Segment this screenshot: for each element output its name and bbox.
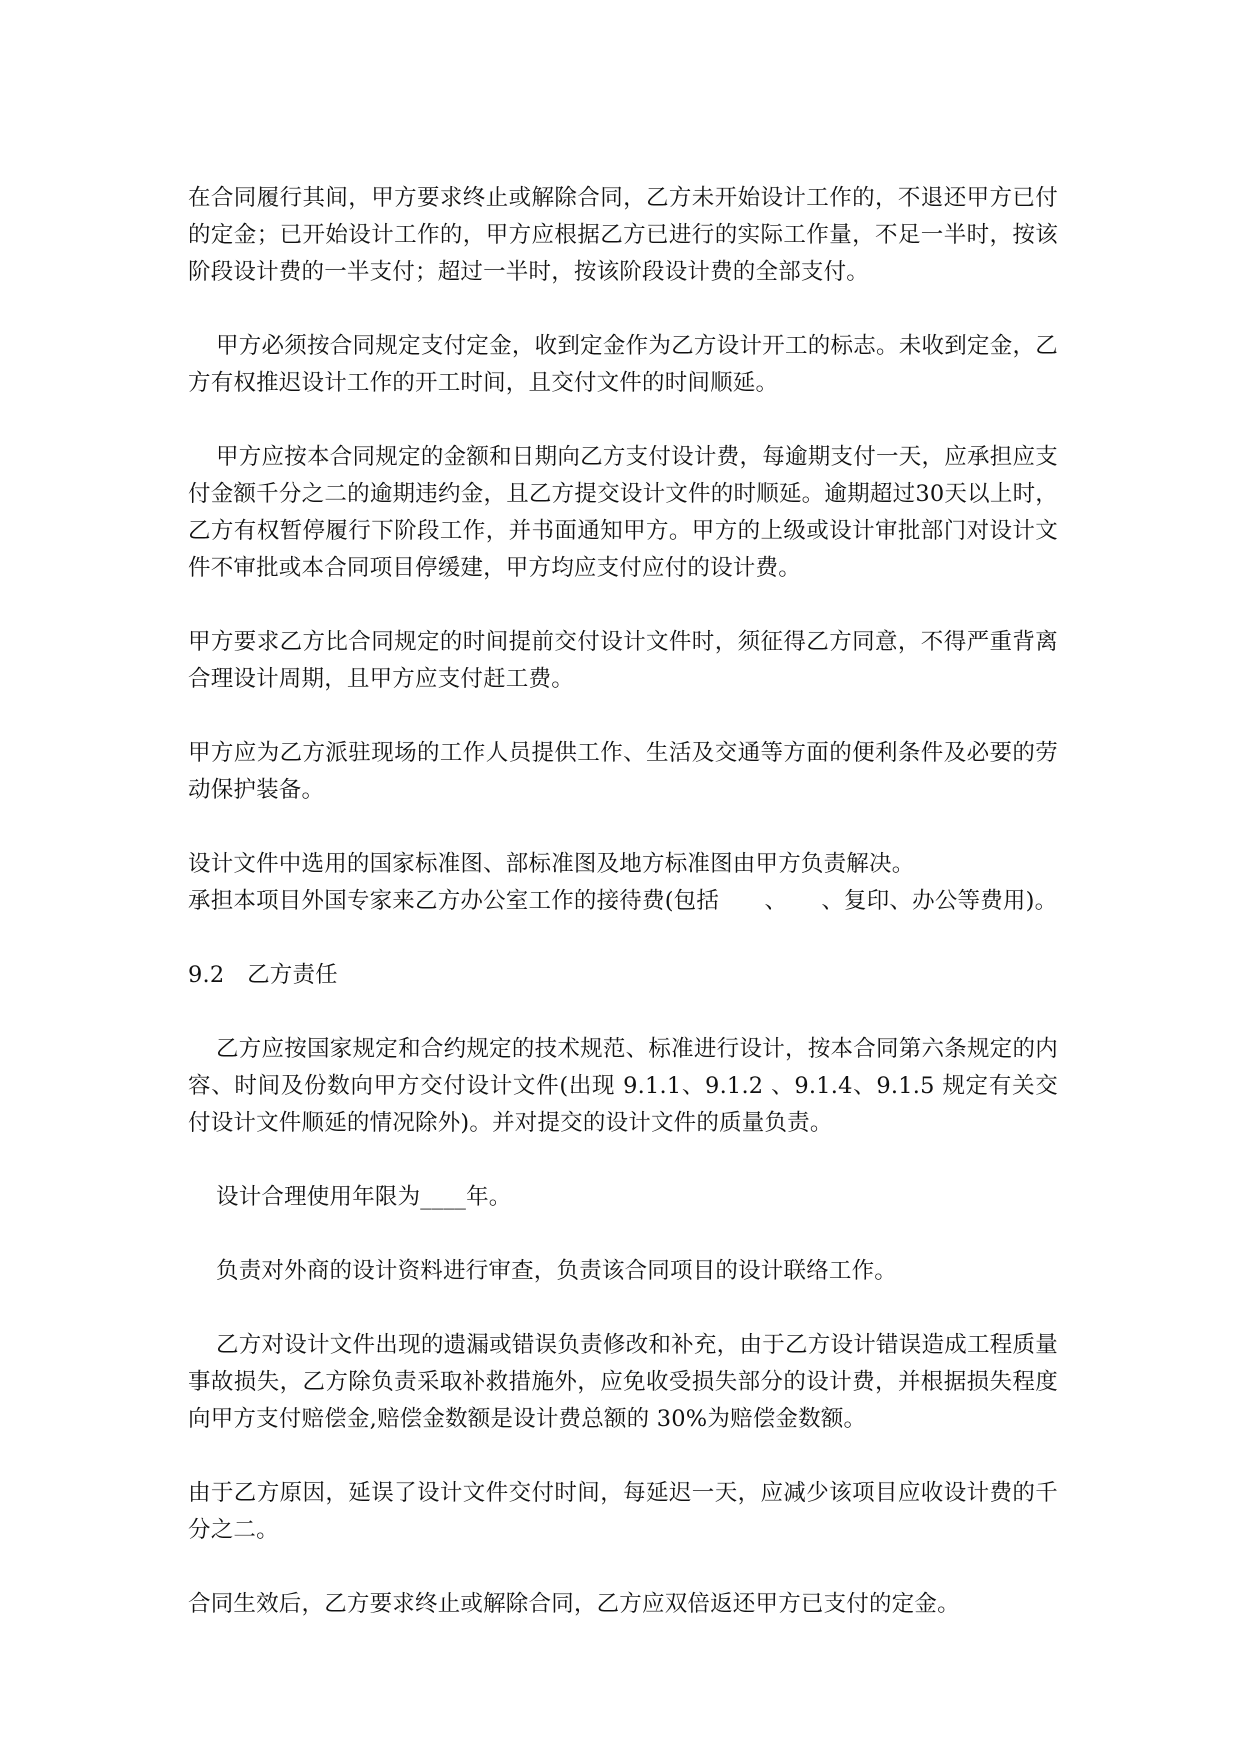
paragraph-error-compensation: 乙方对设计文件出现的遗漏或错误负责修改和补充，由于乙方设计错误造成工程质量事故损失，乙方除负责采取补救措施外，应免收受损失部分的设计费，并根据损失程度向甲方支付赔偿金,赔偿金数额是设计费总额的 30%为赔偿金数额。: [188, 1332, 1058, 1432]
paragraph-expert-reception-fees: 承担本项目外国专家来乙方办公室工作的接待费(包括 、 、复印、办公等费用)。: [188, 888, 1058, 914]
paragraph-deposit-refund: 合同生效后，乙方要求终止或解除合同，乙方应双倍返还甲方已支付的定金。: [188, 1591, 960, 1617]
paragraph-late-payment-penalty: 甲方应按本合同规定的金额和日期向乙方支付设计费，每逾期支付一天，应承担应支付金额千分之二的逾期违约金，且乙方提交设计文件的时顺延。逾期超过30天以上时，乙方有权暂停履行下阶段工作，并书面通知甲方。甲方的上级或设计审批部门对设计文件不审批或本合同项目停缓建，甲方均应支付应付的设计费。: [188, 444, 1058, 581]
paragraph-foreign-review: 负责对外商的设计资料进行审查，负责该合同项目的设计联络工作。: [216, 1258, 898, 1284]
paragraph-design-standards: 乙方应按国家规定和合约规定的技术规范、标准进行设计，按本合同第六条规定的内容、时间及份数向甲方交付设计文件(出现 9.1.1、9.1.2 、9.1.4、9.1.5 规定有关交付设计文件顺延的情况除外)。并对提交的设计文件的质量负责。: [188, 1036, 1058, 1136]
section-heading-party-b-responsibility: 9.2 乙方责任: [188, 962, 338, 988]
paragraph-termination-by-party-a: 在合同履行其间，甲方要求终止或解除合同，乙方未开始设计工作的，不退还甲方已付的定金；已开始设计工作的，甲方应根据乙方已进行的实际工作量，不足一半时，按该阶段设计费的一半支付；超过一半时，按该阶段设计费的全部支付。: [188, 185, 1058, 285]
paragraph-deposit-payment: 甲方必须按合同规定支付定金，收到定金作为乙方设计开工的标志。未收到定金，乙方有权推迟设计工作的开工时间，且交付文件的时间顺延。: [188, 333, 1058, 396]
paragraph-early-delivery: 甲方要求乙方比合同规定的时间提前交付设计文件时，须征得乙方同意，不得严重背离合理设计周期，且甲方应支付赶工费。: [188, 629, 1058, 692]
paragraph-standard-drawings: 设计文件中选用的国家标准图、部标准图及地方标准图由甲方负责解决。: [188, 851, 915, 877]
document-body: [188, 180, 1058, 1660]
paragraph-onsite-support: 甲方应为乙方派驻现场的工作人员提供工作、生活及交通等方面的便利条件及必要的劳动保护装备。: [188, 740, 1058, 803]
paragraph-design-service-life: 设计合理使用年限为____年。: [216, 1184, 512, 1210]
paragraph-delay-deduction: 由于乙方原因，延误了设计文件交付时间，每延迟一天，应减少该项目应收设计费的千分之二。: [188, 1480, 1058, 1543]
